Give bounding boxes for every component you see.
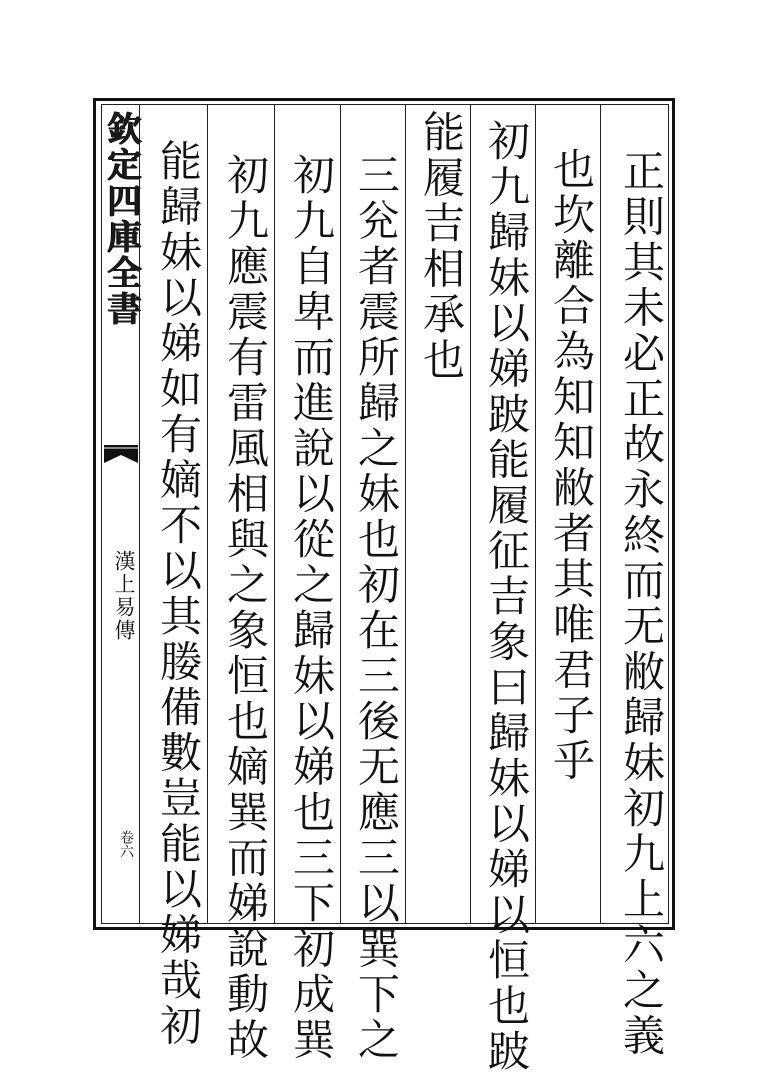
text-column-5 [340, 105, 405, 1063]
text-column-1 [600, 105, 670, 1059]
column-text: 初九應震有雷風相與之象恒也嫡巽而娣說動故 [221, 153, 270, 1063]
text-column-8 [139, 105, 207, 1049]
column-text: 也坎離合為知知敝者其唯君子乎 [547, 147, 596, 784]
column-text: 三兊者震所歸之妹也初在三後无應三以巽下之 [352, 153, 401, 1063]
text-column-4 [405, 105, 470, 923]
folio-label: 卷六 [118, 830, 134, 858]
column-text: 能歸妹以娣如有嫡不以其媵備數豈能以娣哉初 [154, 139, 203, 1049]
column-text: 正則其未必正故永終而无敝歸妹初九上六之義 [617, 149, 666, 1059]
text-column-6 [274, 105, 340, 1063]
margin-strip [102, 105, 139, 923]
book-title: 漢上易傳 [112, 550, 136, 642]
fish-tail-mark [104, 443, 138, 465]
column-text: 能履吉相承也 [417, 110, 466, 383]
inner-border [101, 104, 669, 1075]
column-text: 初九歸妹以娣跛能履征吉象曰歸妹以娣以恒也跛 [482, 119, 531, 1075]
page-border [93, 98, 675, 1075]
text-column-3 [470, 105, 535, 1075]
text-column-2 [535, 105, 600, 923]
column-text: 初九自卑而進說以從之歸妹以娣也三下初成巽 [287, 153, 336, 1063]
collection-title: 欽定四庫全書 [101, 111, 141, 327]
text-column-7 [207, 105, 274, 1063]
